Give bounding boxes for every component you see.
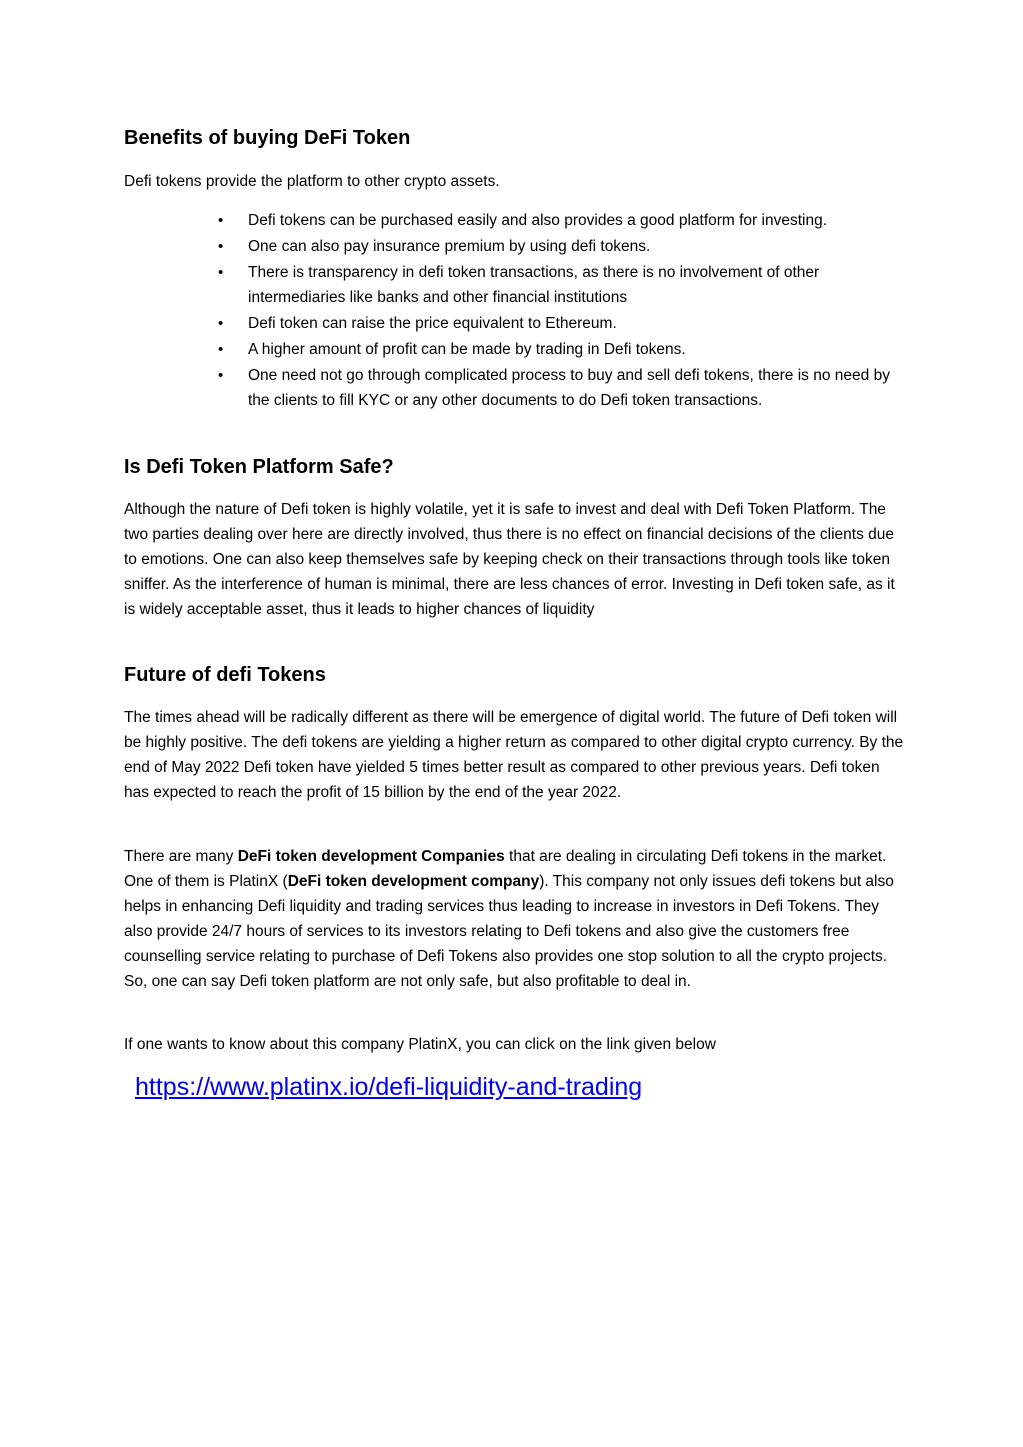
benefits-list [218, 208, 898, 414]
link-intro-paragraph: If one wants to know about this company PlatinX, you can click on the link given below [124, 1036, 716, 1053]
companies-paragraph [124, 844, 904, 994]
heading-future: Future of defi Tokens [124, 664, 326, 686]
bullet-icon: • [218, 367, 224, 384]
platinx-link[interactable]: https://www.platinx.io/defi-liquidity-and-trading [135, 1073, 643, 1101]
list-item-text: Defi tokens can be purchased easily and also provides a good platform for investing. [248, 212, 828, 229]
bullet-icon: • [218, 264, 224, 281]
bullet-icon: • [218, 341, 224, 358]
companies-text-1: There are many [124, 848, 238, 865]
heading-benefits: Benefits of buying DeFi Token [124, 127, 411, 149]
companies-bold-1: DeFi token development Companies [237, 848, 505, 865]
list-item [218, 234, 898, 259]
list-item [218, 311, 898, 336]
heading-safety: Is Defi Token Platform Safe? [124, 456, 394, 478]
intro-paragraph: Defi tokens provide the platform to other crypto assets. [124, 173, 500, 190]
list-item-text: There is transparency in defi token transactions, as there is no involvement of other intermediaries like banks and other financial institutions [248, 264, 820, 306]
safety-paragraph: Although the nature of Defi token is highly volatile, yet it is safe to invest and deal with Defi Token Platform. The two parties dealing over here are directly involved, thus there is no effect on financial decisions of the clients due to emotions. One can also keep themselves safe by keeping check on their transactions through tools like token sniffer. As the interference of human is minimal, there are less chances of error. Investing in Defi token safe, as it is widely acceptable asset, thus it leads to higher chances of liquidity [124, 501, 895, 618]
list-item-text: A higher amount of profit can be made by trading in Defi tokens. [248, 341, 686, 358]
list-item-text: Defi token can raise the price equivalent to Ethereum. [248, 315, 617, 332]
companies-text-2: that are dealing in circulating Defi tokens in the market. One of them is PlatinX ( [124, 848, 887, 890]
list-item [218, 208, 898, 233]
future-paragraph: The times ahead will be radically different as there will be emergence of digital world. The future of Defi token will be highly positive. The defi tokens are yielding a higher return as compared to other digital crypto currency. By the end of May 2022 Defi token have yielded 5 times better result as compared to other previous years. Defi token has expected to reach the profit of 15 billion by the end of the year 2022. [124, 709, 904, 801]
list-item [218, 363, 898, 413]
companies-bold-2: DeFi token development company [287, 873, 540, 890]
bullet-icon: • [218, 315, 224, 332]
list-item-text: One can also pay insurance premium by using defi tokens. [248, 238, 651, 255]
list-item [218, 337, 898, 362]
companies-text-3: ). This company not only issues defi tokens but also helps in enhancing Defi liquidity and trading services thus leading to increase in investors in Defi Tokens. They also provide 24/7 hours of services to its investors relating to Defi tokens and also give the customers free counselling service relating to purchase of Defi Tokens also provides one stop solution to all the crypto projects. So, one can say Defi token platform are not only safe, but also profitable to deal in. [124, 873, 894, 990]
bullet-icon: • [218, 238, 224, 255]
list-item [218, 260, 898, 310]
list-item-text: One need not go through complicated process to buy and sell defi tokens, there is no need by the clients to fill KYC or any other documents to do Defi token transactions. [248, 367, 890, 409]
bullet-icon: • [218, 212, 224, 229]
